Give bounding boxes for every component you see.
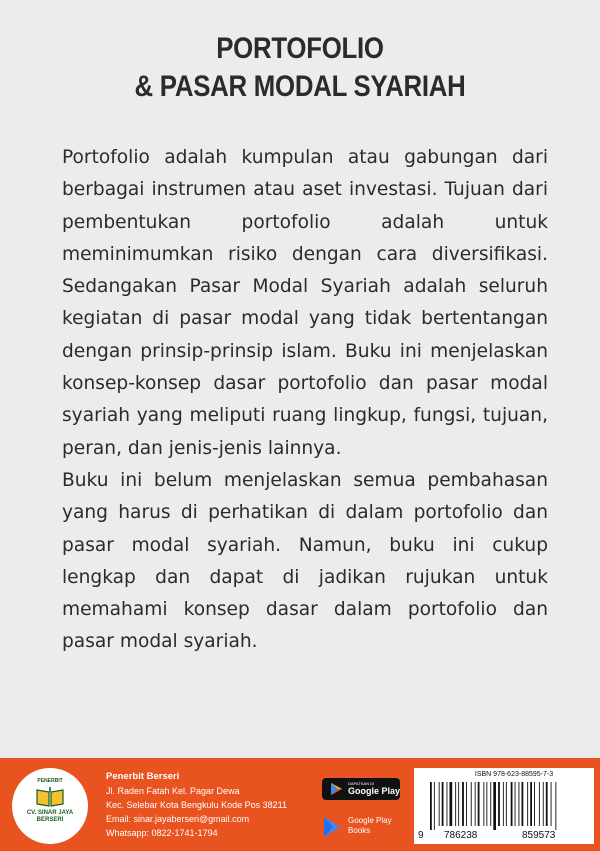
barcode-bar [458,782,459,826]
barcode-group-1: 786238 [444,830,478,841]
badge-small-text: DAPATKAN DI [348,781,375,786]
barcode-bar [447,782,448,826]
logo-name-line-1: CV. SINAR JAYA [26,810,74,816]
barcode-bar [543,782,544,826]
logo-name-line-2: BERSERI [36,817,64,823]
play-store-icon [330,782,343,796]
barcode-bar [430,782,432,830]
blurb-paragraph-2: Buku ini belum menjelaskan semua pembahasan yang harus di perhatikan di dalam portofolio dan pasar modal syariah. Namun, buku ini cukup lengkap dan dapat di jadikan rujukan untuk memahami konsep dasar dalam portofolio dan pasar modal syariah. [62,469,548,653]
barcode-bar [519,782,520,826]
barcode-group-2: 859573 [522,830,556,841]
play-books-line-1: Google Play [348,816,392,825]
publisher-logo [12,768,88,844]
barcode-bar [498,782,500,826]
badge-big-text: Google Play [348,786,401,796]
publisher-name: Penerbit Berseri [106,771,180,782]
barcode-bar [455,782,456,826]
barcode-bar [450,782,453,826]
barcode-bar [539,782,540,826]
logo-top-text: PENERBIT [37,778,63,784]
barcode-bar [551,782,552,826]
barcode-bar [555,782,556,830]
footer-band [0,758,600,851]
barcode-bar [434,782,435,830]
barcode-bar [534,782,535,826]
barcode-bar [478,782,480,826]
isbn-number: ISBN 978-623-88595-7-3 [474,771,554,778]
barcode-bar [439,782,440,826]
barcode-bar [466,782,467,826]
barcode-bar [506,782,507,826]
barcode-bar [503,782,504,826]
publisher-address-1: Jl. Raden Fatah Kel. Pagar Dewa [106,786,240,796]
barcode-bar [493,782,496,830]
barcode-bar [486,782,487,826]
book-title [42,30,558,106]
barcode-bar [546,782,548,826]
play-books-label[interactable] [348,816,392,836]
barcode-bar [471,782,472,826]
publisher-info [106,770,306,840]
logo-name [27,810,73,824]
barcode-bar [530,782,532,826]
barcode-first-digit: 9 [418,830,424,841]
barcode-bar [483,782,484,826]
barcode-bars [428,782,588,830]
blurb-paragraph-1: Portofolio adalah kumpulan atau gabungan dari berbagai instrumen atau aset investasi. Tujuan dari pembentukan portofolio adalah untuk meminimumkan risiko dengan cara diversifikasi. Sedangakan Pasar Modal Syariah adalah seluruh kegiatan di pasar modal yang tidak bertentangan dengan prinsip-prinsip islam. Buku ini menjelaskan konsep-konsep dasar portofolio dan pasar modal syariah yang meliputi ruang lingkup, fungsi, tujuan, peran, dan jenis-jenis lainnya. [62,147,548,459]
publisher-email: Email: sinar.jayaberseri@gmail.com [106,814,250,824]
barcode-bar [475,782,476,826]
play-books-line-2: Books [348,826,371,835]
book-icon [35,786,65,808]
barcode-bar [511,782,513,826]
barcode-bar [442,782,444,826]
barcode-bar [462,782,464,826]
google-play-badge[interactable] [322,778,400,800]
title-line-2: & PASAR MODAL SYARIAH [134,70,466,103]
barcode-bar [515,782,516,826]
barcode-bar [527,782,528,826]
title-line-1: PORTOFOLIO [216,32,384,65]
barcode-bar [522,782,524,826]
publisher-whatsapp: Whatsapp: 0822-1741-1794 [106,828,218,838]
isbn-barcode [414,768,594,844]
barcode-bar [490,782,491,826]
play-books-icon[interactable] [322,816,342,838]
publisher-address-2: Kec. Selebar Kota Bengkulu Kode Pos 38211 [106,800,287,810]
blurb [62,142,548,659]
